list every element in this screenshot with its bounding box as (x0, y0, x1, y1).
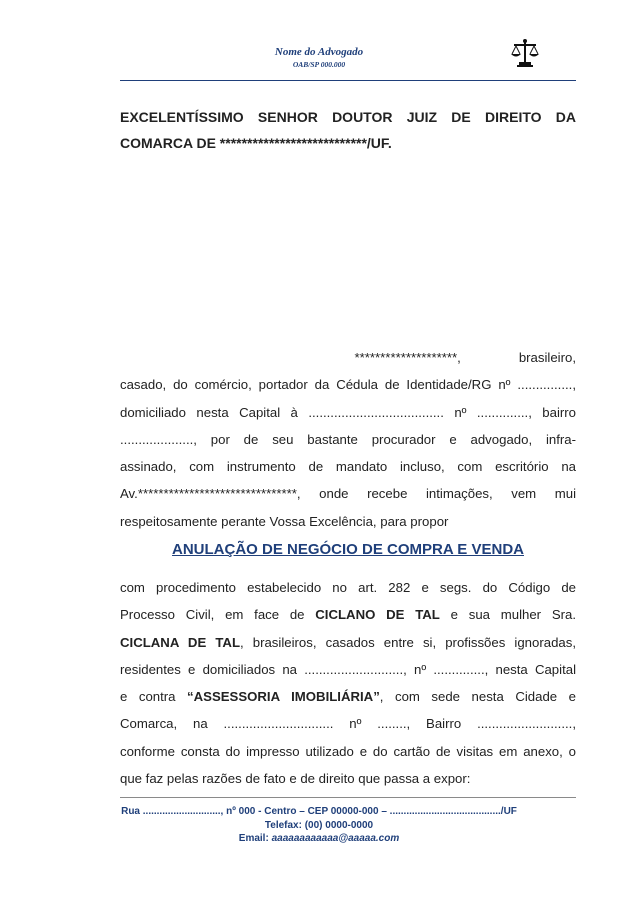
paragraph-line: casado, do comércio, portador da Cédula de Identidade/RG nº ..............., (120, 377, 576, 393)
qualification-paragraph (120, 344, 576, 535)
email-label: Email: (238, 833, 272, 844)
paragraph-line: Av.*******************************, onde recebe intimações, vem mui (120, 486, 576, 502)
addressee-line: EXCELENTÍSSIMO SENHOR DOUTOR JUIZ DE DIREITO DA (120, 109, 576, 125)
party-name-placeholder: ********************, (354, 350, 461, 365)
text-run: e contra (120, 689, 188, 705)
scales-of-justice-icon (510, 38, 540, 68)
paragraph-line: residentes e domiciliados na ..........................., nº .............., nesta Capital (120, 661, 576, 677)
addressee-line: COMARCA DE ***************************/UF. (120, 135, 392, 151)
paragraph-line: conforme consta do impresso utilizado e do cartão de visitas em anexo, o (120, 743, 576, 759)
paragraph-line: com procedimento estabelecido no art. 282 e segs. do Código de (120, 580, 576, 595)
paragraph-line: que faz pelas razões de fato e de direito que passa a expor: (120, 771, 471, 787)
paragraph-line: respeitosamente perante Vossa Excelência, para propor (120, 513, 449, 529)
defendants-paragraph (120, 574, 576, 792)
action-title: ANULAÇÃO DE NEGÓCIO DE COMPRA E VENDA (172, 541, 524, 558)
defendant-name: CICLANO DE TAL (315, 607, 440, 623)
paragraph-line: Comarca, na .............................. nº ........, Bairro .........................., (120, 716, 576, 732)
lawyer-name: Nome do Advogado (274, 46, 364, 58)
paragraph-line: ...................., por de seu bastante procurador e advogado, infra- (120, 431, 576, 447)
paragraph-line (120, 601, 576, 628)
footer-phone: Telefax: (00) 0000-0000 (264, 820, 374, 831)
nationality: brasileiro, (518, 350, 576, 365)
oab-number: OAB/SP 000.000 (292, 60, 346, 69)
defendant-name: CICLANA DE TAL (120, 634, 240, 650)
text-run: , brasileiros, casados entre si, profissões ignoradas, (240, 634, 576, 650)
paragraph-line (120, 629, 576, 656)
paragraph-line (120, 344, 576, 371)
paragraph-line: domiciliado nesta Capital à ..................................... nº .............., bairro (120, 404, 576, 420)
email-link[interactable]: aaaaaaaaaaaa@aaaaa.com (271, 833, 400, 844)
paragraph-line (120, 683, 576, 710)
company-name: “ASSESSORIA IMOBILIÁRIA” (187, 689, 380, 705)
text-run: , com sede nesta Cidade e (379, 689, 576, 705)
addressee (120, 104, 576, 156)
text-run: Processo Civil, em face de (120, 607, 316, 623)
header-divider (120, 80, 576, 81)
footer-address: Rua ............................, nº 000 - Centro – CEP 00000-000 – ......................................../UF (121, 806, 517, 817)
text-run: e sua mulher Sra. (439, 607, 577, 623)
footer-email (0, 833, 638, 844)
footer-divider (120, 797, 576, 798)
paragraph-line: assinado, com instrumento de mandato incluso, com escritório na (120, 459, 576, 475)
